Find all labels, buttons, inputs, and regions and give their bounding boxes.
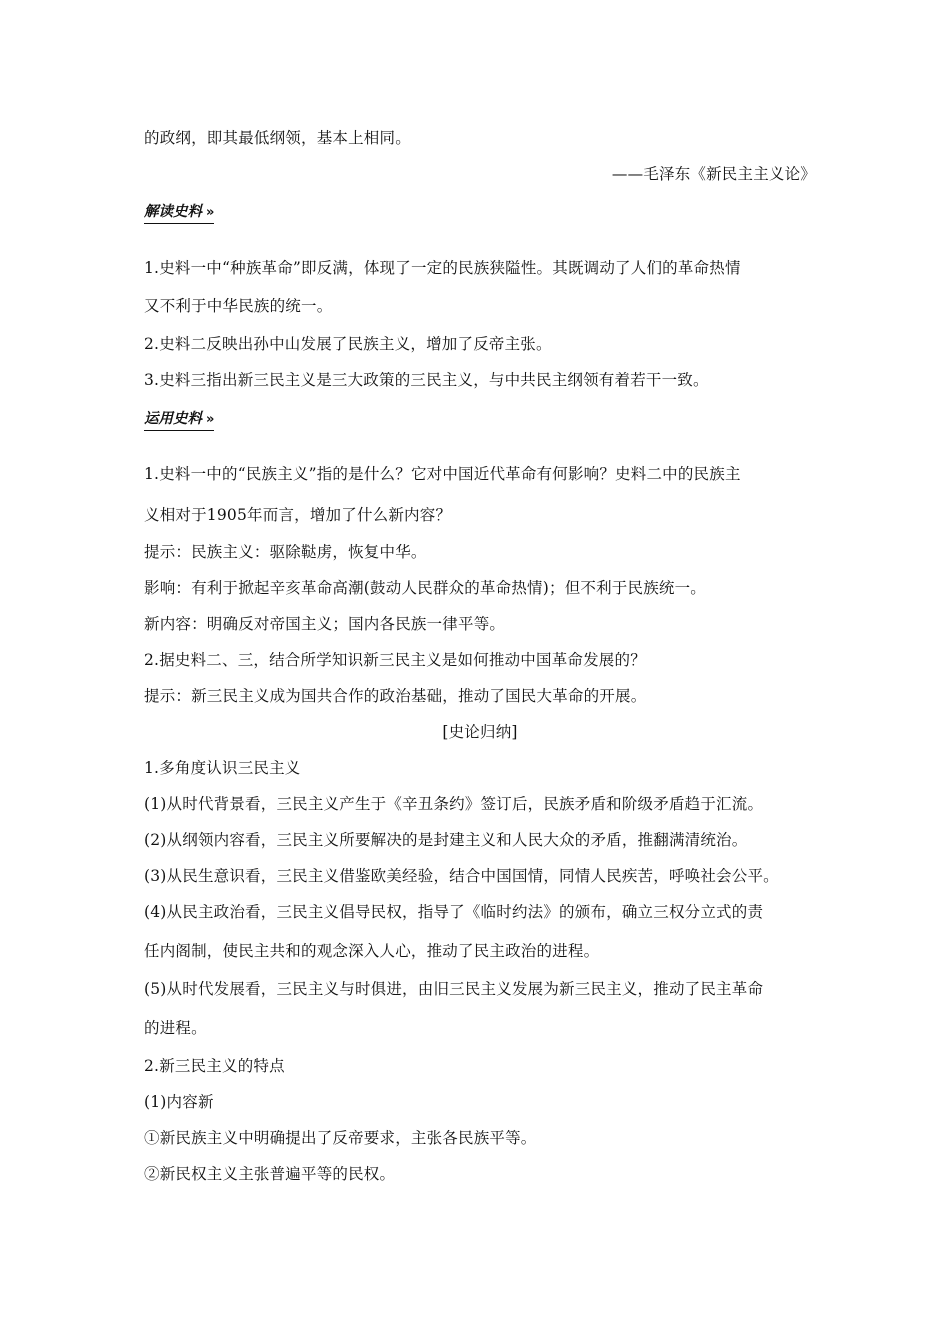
summary-point-2: (2)从纲领内容看，三民主义所要解决的是封建主义和人民大众的矛盾，推翻满清统治。	[144, 831, 748, 849]
double-chevron-icon: »	[206, 205, 215, 220]
interpretation-2: 2.史料二反映出孙中山发展了民族主义，增加了反帝主张。	[144, 335, 552, 353]
document-page	[144, 0, 816, 1344]
summary-point-5-line-1: (5)从时代发展看，三民主义与时俱进，由旧三民主义发展为新三民主义，推动了民主革命	[144, 980, 764, 998]
interpretation-1-line-2: 又不利于中华民族的统一。	[144, 297, 333, 315]
summary-point-5-line-2: 的进程。	[144, 1019, 207, 1037]
quote-source: ——毛泽东《新民主主义论》	[611, 165, 816, 183]
summary-item-1-title: 1.多角度认识三民主义	[144, 759, 301, 777]
summary-subitem-1: (1)内容新	[144, 1093, 214, 1111]
question-2: 2.据史料二、三，结合所学知识新三民主义是如何推动中国革命发展的？	[144, 651, 646, 669]
section-title: 解读史料	[144, 204, 202, 220]
summary-point-1: (1)从时代背景看，三民主义产生于《辛丑条约》签订后，民族矛盾和阶级矛盾趋于汇流。	[144, 795, 764, 813]
summary-circled-1: ①新民族主义中明确提出了反帝要求，主张各民族平等。	[144, 1129, 537, 1147]
section-heading-yunyong	[144, 410, 214, 431]
summary-point-4-line-1: (4)从民主政治看，三民主义倡导民权，指导了《临时约法》的颁布，确立三权分立式的责	[144, 903, 764, 921]
hint-1: 提示：民族主义：驱除鞑虏，恢复中华。	[144, 543, 427, 561]
summary-point-3: (3)从民生意识看，三民主义借鉴欧美经验，结合中国国情，同情人民疾苦，呼唤社会公平。	[144, 867, 779, 885]
influence: 影响：有利于掀起辛亥革命高潮(鼓动人民群众的革命热情)；但不利于民族统一。	[144, 579, 706, 597]
summary-point-4-line-2: 任内阁制，使民主共和的观念深入人心，推动了民主政治的进程。	[144, 942, 600, 960]
question-1-line-1: 1.史料一中的“民族主义”指的是什么？它对中国近代革命有何影响？史料二中的民族主	[144, 465, 741, 483]
hint-2: 提示：新三民主义成为国共合作的政治基础，推动了国民大革命的开展。	[144, 687, 647, 705]
section-title: 运用史料	[144, 411, 202, 427]
summary-item-2-title: 2.新三民主义的特点	[144, 1057, 285, 1075]
summary-circled-2: ②新民权主义主张普遍平等的民权。	[144, 1165, 396, 1183]
question-1-line-2: 义相对于1905年而言，增加了什么新内容？	[144, 506, 452, 524]
interpretation-1-line-1: 1.史料一中“种族革命”即反满，体现了一定的民族狭隘性。其既调动了人们的革命热情	[144, 259, 741, 277]
paragraph-continuation: 的政纲，即其最低纲领，基本上相同。	[144, 129, 411, 147]
double-chevron-icon: »	[206, 412, 215, 427]
summary-heading: [史论归纳]	[442, 723, 518, 741]
section-heading-jiedu	[144, 203, 214, 224]
interpretation-3: 3.史料三指出新三民主义是三大政策的三民主义，与中共民主纲领有着若干一致。	[144, 371, 709, 389]
new-content: 新内容：明确反对帝国主义；国内各民族一律平等。	[144, 615, 506, 633]
